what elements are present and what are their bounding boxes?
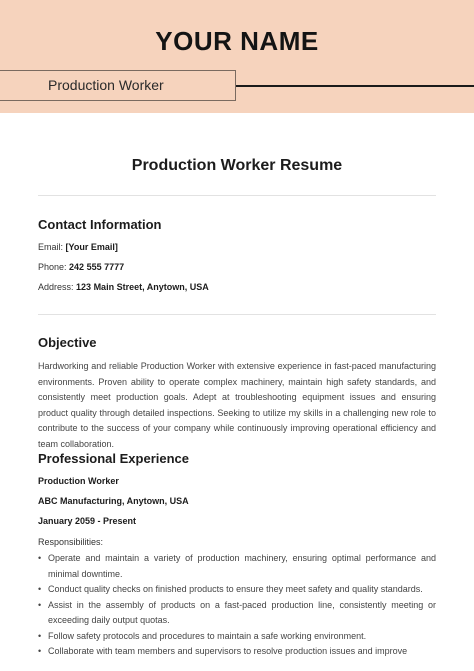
- contact-address: [38, 282, 209, 292]
- phone-label: Phone:: [38, 262, 67, 272]
- email-label: Email:: [38, 242, 64, 252]
- phone-value: 242 555 7777: [69, 262, 125, 272]
- divider-contact: [38, 314, 436, 315]
- list-item: • Operate and maintain a variety of production machinery, ensuring optimal performance and minimal downtime.: [38, 551, 436, 582]
- responsibilities-label: Responsibilities:: [38, 537, 104, 547]
- document-title: Production Worker Resume: [131, 157, 343, 174]
- email-value: [Your Email]: [65, 242, 118, 252]
- contact-phone: [38, 262, 124, 272]
- header-rule: [236, 85, 474, 87]
- list-item: • Follow safety protocols and procedures to maintain a safe working environment.: [38, 629, 436, 645]
- experience-heading: Professional Experience: [38, 451, 190, 466]
- job-dates: January 2059 - Present: [38, 516, 137, 526]
- candidate-name: YOUR NAME: [155, 26, 319, 56]
- list-item: • Collaborate with team members and supervisors to resolve production issues and improve: [38, 644, 436, 660]
- address-label: Address:: [38, 282, 74, 292]
- job-title: Production Worker: [38, 476, 119, 486]
- objective-text: Hardworking and reliable Production Worker with extensive experience in fast-paced manufacturing environments. Proven ability to operate complex machinery, maintain high safety standards, and consistently meet production goals. Adept at troubleshooting equipment issues and ensuring product quality through detailed inspections. Seeking to utilize my skills in a challenging new role to contribute to the success of your company while continuously improving operational efficiency and team collaboration.: [38, 361, 436, 449]
- contact-email: [38, 242, 118, 252]
- list-item: • Assist in the assembly of products on a fast-paced production line, consistently meeting or exceeding daily output quotas.: [38, 598, 436, 629]
- role-title: Production Worker: [48, 77, 164, 93]
- address-value: 123 Main Street, Anytown, USA: [76, 282, 209, 292]
- contact-heading: Contact Information: [38, 217, 162, 232]
- company-name: ABC Manufacturing, Anytown, USA: [38, 496, 189, 506]
- list-item: • Conduct quality checks on finished products to ensure they meet safety and quality standards.: [38, 582, 436, 598]
- divider-top: [38, 195, 436, 196]
- responsibilities-list: [38, 551, 436, 660]
- objective-heading: Objective: [38, 335, 97, 350]
